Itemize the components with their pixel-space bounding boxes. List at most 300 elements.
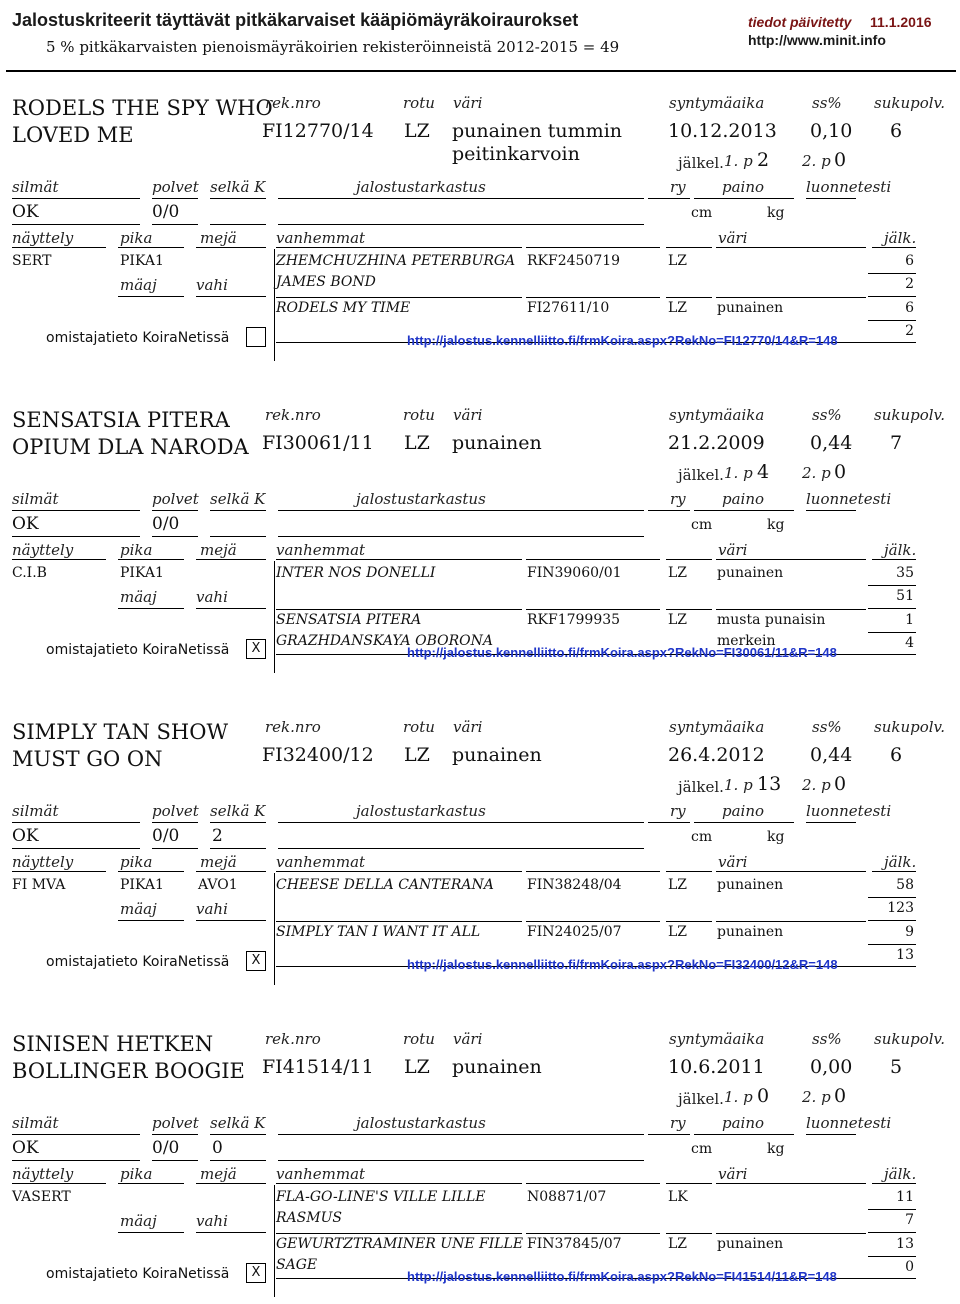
dog-name-line2: OPIUM DLA NARODA — [12, 435, 249, 459]
jalkel-label: jälkel. — [678, 154, 724, 172]
syntymaaika-label: syntymäaika — [669, 94, 765, 112]
generations: 5 — [890, 1056, 903, 1078]
ss-percent: 0,44 — [810, 432, 853, 454]
dam-offspring-2: 2 — [905, 323, 914, 339]
underline — [152, 1134, 198, 1135]
underline — [210, 198, 266, 199]
dam-offspring-1: 9 — [905, 924, 914, 940]
dam-color: musta punaisin — [717, 612, 826, 628]
dam-name-line2: SAGE — [276, 1257, 318, 1273]
syntymaaika-label: syntymäaika — [669, 718, 765, 736]
owner-checkbox[interactable]: X — [246, 639, 266, 659]
ss-label: ss% — [812, 718, 842, 736]
cm-label: cm — [691, 1141, 713, 1157]
dam-offspring-1: 1 — [905, 612, 914, 628]
sire-name-line2: RASMUS — [276, 1210, 342, 1226]
underline — [278, 198, 644, 199]
underline — [868, 897, 916, 898]
p1-label: 1. p — [724, 464, 753, 482]
vanhemmat-label: vanhemmat — [276, 853, 366, 871]
offspring-p2: 0 — [834, 773, 847, 795]
show-result: FI MVA — [12, 877, 66, 893]
dam-reg: FIN37845/07 — [527, 1236, 622, 1252]
cm-label: cm — [691, 829, 713, 845]
eyes-value: OK — [12, 826, 39, 846]
underline — [276, 247, 522, 248]
meja-label: mejä — [200, 853, 237, 871]
dog-record — [0, 702, 960, 992]
page-title: Jalostuskriteerit täyttävät pitkäkarvaiset kääpiömäyräkoiraurokset — [12, 10, 579, 30]
rotu-label: rotu — [403, 1030, 435, 1048]
dam-name: SENSATSIA PITERA — [276, 612, 422, 628]
generations: 6 — [890, 744, 903, 766]
vari-label: väri — [453, 406, 483, 424]
underline — [210, 224, 266, 225]
page-subtitle: 5 % pitkäkarvaisten pienoismäyräkoirien rekisteröinneistä 2012-2015 = 49 — [46, 38, 620, 56]
underline — [666, 247, 712, 248]
dam-color: punainen — [717, 1236, 784, 1252]
dog-color-line2: peitinkarvoin — [452, 143, 580, 165]
meja-label: mejä — [200, 229, 237, 247]
underline — [666, 1183, 712, 1184]
underline — [872, 247, 916, 248]
underline — [526, 297, 660, 298]
underline — [278, 1134, 644, 1135]
underline — [666, 559, 712, 560]
updated-label: tiedot päivitetty — [748, 14, 852, 30]
dog-name-line1: SINISEN HETKEN — [12, 1032, 214, 1056]
jalk-label: jälk. — [884, 1165, 917, 1183]
silmat-label: silmät — [12, 178, 59, 196]
underline — [526, 247, 660, 248]
underline — [278, 822, 644, 823]
offspring-p2: 0 — [834, 461, 847, 483]
underline — [716, 1233, 866, 1234]
breed-code: LZ — [404, 1056, 430, 1078]
kennelliitto-link[interactable]: http://jalostus.kennelliitto.fi/frmKoira.aspx?RekNo=FI12770/14&R=148 — [407, 333, 838, 348]
underline — [196, 871, 266, 872]
underline — [806, 510, 856, 511]
underline — [872, 871, 916, 872]
maaj-label: mäaj — [120, 900, 157, 918]
jalkel-label: jälkel. — [678, 1090, 724, 1108]
rotu-label: rotu — [403, 718, 435, 736]
sire-offspring-1: 58 — [896, 877, 914, 893]
sire-offspring-1: 6 — [905, 253, 914, 269]
vari2-label: väri — [718, 541, 748, 559]
pika-result: PIKA1 — [120, 877, 164, 893]
polvet-label: polvet — [152, 802, 199, 820]
paino-label: paino — [722, 178, 765, 196]
underline — [716, 559, 866, 560]
reknro-label: rek.nro — [265, 718, 321, 736]
underline — [868, 632, 916, 633]
reknro-label: rek.nro — [265, 94, 321, 112]
offspring-p1: 2 — [757, 149, 770, 171]
jalostustarkastus-label: jalostustarkastus — [356, 490, 486, 508]
vari2-label: väri — [718, 853, 748, 871]
vanhemmat-label: vanhemmat — [276, 229, 366, 247]
sire-breed: LZ — [668, 253, 688, 269]
pika-label: pika — [120, 1165, 153, 1183]
vahi-label: vahi — [196, 588, 228, 606]
underline — [716, 921, 866, 922]
vari-label: väri — [453, 94, 483, 112]
rotu-label: rotu — [403, 94, 435, 112]
nayttely-label: näyttely — [12, 1165, 74, 1183]
owner-info-label: omistajatieto KoiraNetissä — [46, 954, 230, 970]
underline — [868, 1209, 916, 1210]
dam-offspring-2: 0 — [905, 1259, 914, 1275]
underline — [666, 871, 712, 872]
eyes-value: OK — [12, 202, 39, 222]
kennelliitto-link[interactable]: http://jalostus.kennelliitto.fi/frmKoira.aspx?RekNo=FI41514/11&R=148 — [407, 1269, 837, 1284]
eyes-value: OK — [12, 514, 39, 534]
underline — [196, 920, 266, 921]
pika-result: PIKA1 — [120, 565, 164, 581]
back-value: 0 — [212, 1138, 223, 1158]
updated-date: 11.1.2016 — [870, 14, 932, 30]
luonnetesti-label: luonnetesti — [806, 178, 892, 196]
underline — [276, 609, 522, 610]
sire-color: punainen — [717, 565, 784, 581]
underline — [196, 559, 266, 560]
underline — [806, 198, 856, 199]
vari2-label: väri — [718, 1165, 748, 1183]
underline — [12, 871, 106, 872]
underline — [278, 1160, 644, 1161]
underline — [12, 224, 140, 225]
maaj-label: mäaj — [120, 1212, 157, 1230]
maaj-label: mäaj — [120, 588, 157, 606]
underline — [694, 822, 794, 823]
p2-label: 2. p — [802, 1088, 831, 1106]
underline — [12, 1160, 140, 1161]
show-result: C.I.B — [12, 565, 47, 581]
underline — [868, 296, 916, 297]
knees-value: 0/0 — [152, 514, 180, 534]
ry-label: ry — [670, 490, 686, 508]
vanhemmat-label: vanhemmat — [276, 1165, 366, 1183]
luonnetesti-label: luonnetesti — [806, 490, 892, 508]
sukupolv-label: sukupolv. — [874, 1030, 946, 1048]
pika-label: pika — [120, 853, 153, 871]
meja-label: mejä — [200, 1165, 237, 1183]
owner-info-label: omistajatieto KoiraNetissä — [46, 642, 230, 658]
kg-label: kg — [767, 205, 785, 221]
ry-label: ry — [670, 178, 686, 196]
underline — [210, 1160, 266, 1161]
polvet-label: polvet — [152, 1114, 199, 1132]
breed-code: LZ — [404, 744, 430, 766]
nayttely-label: näyttely — [12, 229, 74, 247]
selka-label: selkä K — [210, 1114, 266, 1132]
show-result: SERT — [12, 253, 52, 269]
dam-reg: FI27611/10 — [527, 300, 610, 316]
parents-bracket — [274, 561, 275, 673]
ss-percent: 0,10 — [810, 120, 853, 142]
sire-name: INTER NOS DONELLI — [276, 565, 436, 581]
vari-label: väri — [453, 718, 483, 736]
p2-label: 2. p — [802, 464, 831, 482]
rotu-label: rotu — [403, 406, 435, 424]
underline — [12, 559, 106, 560]
jalostustarkastus-label: jalostustarkastus — [356, 178, 486, 196]
sire-breed: LK — [668, 1189, 688, 1205]
pika-label: pika — [120, 541, 153, 559]
owner-checkbox[interactable]: X — [246, 951, 266, 971]
jalostustarkastus-label: jalostustarkastus — [356, 1114, 486, 1132]
underline — [868, 920, 916, 921]
sire-reg: FIN39060/01 — [527, 565, 622, 581]
birth-date: 10.12.2013 — [668, 120, 777, 142]
dog-color: punainen — [452, 744, 542, 766]
underline — [152, 510, 198, 511]
dog-name-line2: BOLLINGER BOOGIE — [12, 1059, 245, 1083]
sire-offspring-2: 123 — [887, 900, 914, 916]
sukupolv-label: sukupolv. — [874, 718, 946, 736]
sire-offspring-2: 7 — [905, 1212, 914, 1228]
sire-reg: RKF2450719 — [527, 253, 621, 269]
underline — [152, 848, 198, 849]
syntymaaika-label: syntymäaika — [669, 1030, 765, 1048]
sire-name: CHEESE DELLA CANTERANA — [276, 877, 494, 893]
ss-label: ss% — [812, 94, 842, 112]
underline — [694, 1134, 794, 1135]
dog-record — [0, 390, 960, 680]
dam-name-line2: GRAZHDANSKAYA OBORONA — [276, 633, 493, 649]
underline — [152, 822, 198, 823]
underline — [648, 822, 690, 823]
underline — [118, 608, 184, 609]
polvet-label: polvet — [152, 178, 199, 196]
underline — [210, 848, 266, 849]
kg-label: kg — [767, 829, 785, 845]
kennelliitto-link[interactable]: http://jalostus.kennelliitto.fi/frmKoira.aspx?RekNo=FI32400/12&R=148 — [407, 957, 838, 972]
underline — [12, 247, 106, 248]
sire-reg: FIN38248/04 — [527, 877, 622, 893]
underline — [12, 848, 140, 849]
underline — [868, 608, 916, 609]
dam-breed: LZ — [668, 924, 688, 940]
owner-checkbox[interactable]: X — [246, 1263, 266, 1283]
dam-name: RODELS MY TIME — [276, 300, 411, 316]
silmat-label: silmät — [12, 490, 59, 508]
dog-name-line2: MUST GO ON — [12, 747, 163, 771]
sire-name: ZHEMCHUZHINA PETERBURGA — [276, 253, 516, 269]
owner-info-label: omistajatieto KoiraNetissä — [46, 1266, 230, 1282]
cm-label: cm — [691, 517, 713, 533]
underline — [118, 296, 184, 297]
underline — [196, 608, 266, 609]
sire-offspring-2: 51 — [896, 588, 914, 604]
back-value: 2 — [212, 826, 223, 846]
dog-name-line1: SENSATSIA PITERA — [12, 408, 230, 432]
sire-color: punainen — [717, 877, 784, 893]
sukupolv-label: sukupolv. — [874, 406, 946, 424]
p1-label: 1. p — [724, 152, 753, 170]
underline — [118, 871, 184, 872]
dog-record — [0, 78, 960, 368]
ss-percent: 0,44 — [810, 744, 853, 766]
underline — [152, 536, 198, 537]
page-header — [0, 0, 960, 66]
dog-name-line2: LOVED ME — [12, 123, 134, 147]
sire-reg: N08871/07 — [527, 1189, 607, 1205]
polvet-label: polvet — [152, 490, 199, 508]
underline — [648, 198, 690, 199]
underline — [276, 921, 522, 922]
sire-offspring-2: 2 — [905, 276, 914, 292]
breed-code: LZ — [404, 120, 430, 142]
silmat-label: silmät — [12, 802, 59, 820]
underline — [868, 273, 916, 274]
dog-color: punainen tummin — [452, 120, 623, 142]
sire-breed: LZ — [668, 565, 688, 581]
dog-color: punainen — [452, 432, 542, 454]
offspring-p2: 0 — [834, 149, 847, 171]
p2-label: 2. p — [802, 152, 831, 170]
selka-label: selkä K — [210, 490, 266, 508]
pika-result: PIKA1 — [120, 253, 164, 269]
underline — [12, 1183, 106, 1184]
reknro-label: rek.nro — [265, 1030, 321, 1048]
meja-result: AVO1 — [198, 877, 238, 893]
birth-date: 26.4.2012 — [668, 744, 765, 766]
offspring-p1: 0 — [757, 1085, 770, 1107]
vahi-label: vahi — [196, 276, 228, 294]
kg-label: kg — [767, 517, 785, 533]
reg-number: FI41514/11 — [262, 1056, 374, 1078]
underline — [666, 1233, 712, 1234]
underline — [118, 1232, 184, 1233]
reg-number: FI32400/12 — [262, 744, 374, 766]
vahi-label: vahi — [196, 1212, 228, 1230]
ss-label: ss% — [812, 406, 842, 424]
sukupolv-label: sukupolv. — [874, 94, 946, 112]
underline — [806, 822, 856, 823]
dam-reg: RKF1799935 — [527, 612, 621, 628]
dam-offspring-1: 13 — [896, 1236, 914, 1252]
generations: 7 — [890, 432, 903, 454]
underline — [666, 609, 712, 610]
sire-name-line2: JAMES BOND — [276, 274, 376, 290]
dam-reg: FIN24025/07 — [527, 924, 622, 940]
underline — [526, 871, 660, 872]
underline — [152, 224, 198, 225]
underline — [278, 510, 644, 511]
site-link[interactable]: http://www.minit.info — [748, 32, 886, 48]
underline — [716, 871, 866, 872]
kennelliitto-link[interactable]: http://jalostus.kennelliitto.fi/frmKoira.aspx?RekNo=FI30061/11&R=148 — [407, 645, 837, 660]
underline — [12, 510, 140, 511]
sire-name: FLA-GO-LINE'S VILLE LILLE — [276, 1189, 486, 1205]
underline — [526, 559, 660, 560]
underline — [276, 297, 522, 298]
paino-label: paino — [722, 1114, 765, 1132]
jalk-label: jälk. — [884, 541, 917, 559]
reg-number: FI30061/11 — [262, 432, 374, 454]
underline — [526, 921, 660, 922]
kg-label: kg — [767, 1141, 785, 1157]
underline — [278, 224, 644, 225]
owner-checkbox[interactable] — [246, 327, 266, 347]
dam-color-line2: merkein — [717, 633, 776, 649]
underline — [716, 297, 866, 298]
cm-label: cm — [691, 205, 713, 221]
underline — [872, 1183, 916, 1184]
underline — [648, 510, 690, 511]
luonnetesti-label: luonnetesti — [806, 802, 892, 820]
offspring-p2: 0 — [834, 1085, 847, 1107]
eyes-value: OK — [12, 1138, 39, 1158]
underline — [526, 609, 660, 610]
jalostustarkastus-label: jalostustarkastus — [356, 802, 486, 820]
jalkel-label: jälkel. — [678, 466, 724, 484]
dam-breed: LZ — [668, 612, 688, 628]
underline — [666, 297, 712, 298]
dog-name-line1: RODELS THE SPY WHO — [12, 96, 273, 120]
dog-name-line1: SIMPLY TAN SHOW — [12, 720, 229, 744]
paino-label: paino — [722, 802, 765, 820]
pika-label: pika — [120, 229, 153, 247]
underline — [526, 1183, 660, 1184]
underline — [276, 559, 522, 560]
underline — [12, 198, 140, 199]
underline — [276, 1233, 522, 1234]
underline — [210, 536, 266, 537]
vari2-label: väri — [718, 229, 748, 247]
underline — [118, 920, 184, 921]
meja-label: mejä — [200, 541, 237, 559]
nayttely-label: näyttely — [12, 541, 74, 559]
sire-breed: LZ — [668, 877, 688, 893]
underline — [152, 198, 198, 199]
underline — [196, 247, 266, 248]
underline — [278, 536, 644, 537]
luonnetesti-label: luonnetesti — [806, 1114, 892, 1132]
show-result: VASERT — [12, 1189, 71, 1205]
underline — [868, 944, 916, 945]
underline — [276, 1183, 522, 1184]
sire-offspring-1: 11 — [896, 1189, 914, 1205]
dam-offspring-2: 4 — [905, 635, 914, 651]
underline — [716, 609, 866, 610]
underline — [196, 1183, 266, 1184]
underline — [868, 585, 916, 586]
underline — [12, 536, 140, 537]
dam-name: SIMPLY TAN I WANT IT ALL — [276, 924, 481, 940]
dog-record — [0, 1014, 960, 1304]
owner-info-label: omistajatieto KoiraNetissä — [46, 330, 230, 346]
underline — [152, 1160, 198, 1161]
parents-bracket — [274, 249, 275, 361]
header-divider — [6, 70, 956, 72]
paino-label: paino — [722, 490, 765, 508]
generations: 6 — [890, 120, 903, 142]
parents-bracket — [274, 873, 275, 985]
dam-name: GEWURTZTRAMINER UNE FILLE — [276, 1236, 524, 1252]
underline — [210, 1134, 266, 1135]
underline — [694, 198, 794, 199]
dam-breed: LZ — [668, 300, 688, 316]
underline — [648, 1134, 690, 1135]
underline — [118, 1183, 184, 1184]
underline — [868, 1256, 916, 1257]
underline — [118, 559, 184, 560]
birth-date: 10.6.2011 — [668, 1056, 765, 1078]
underline — [526, 1233, 660, 1234]
